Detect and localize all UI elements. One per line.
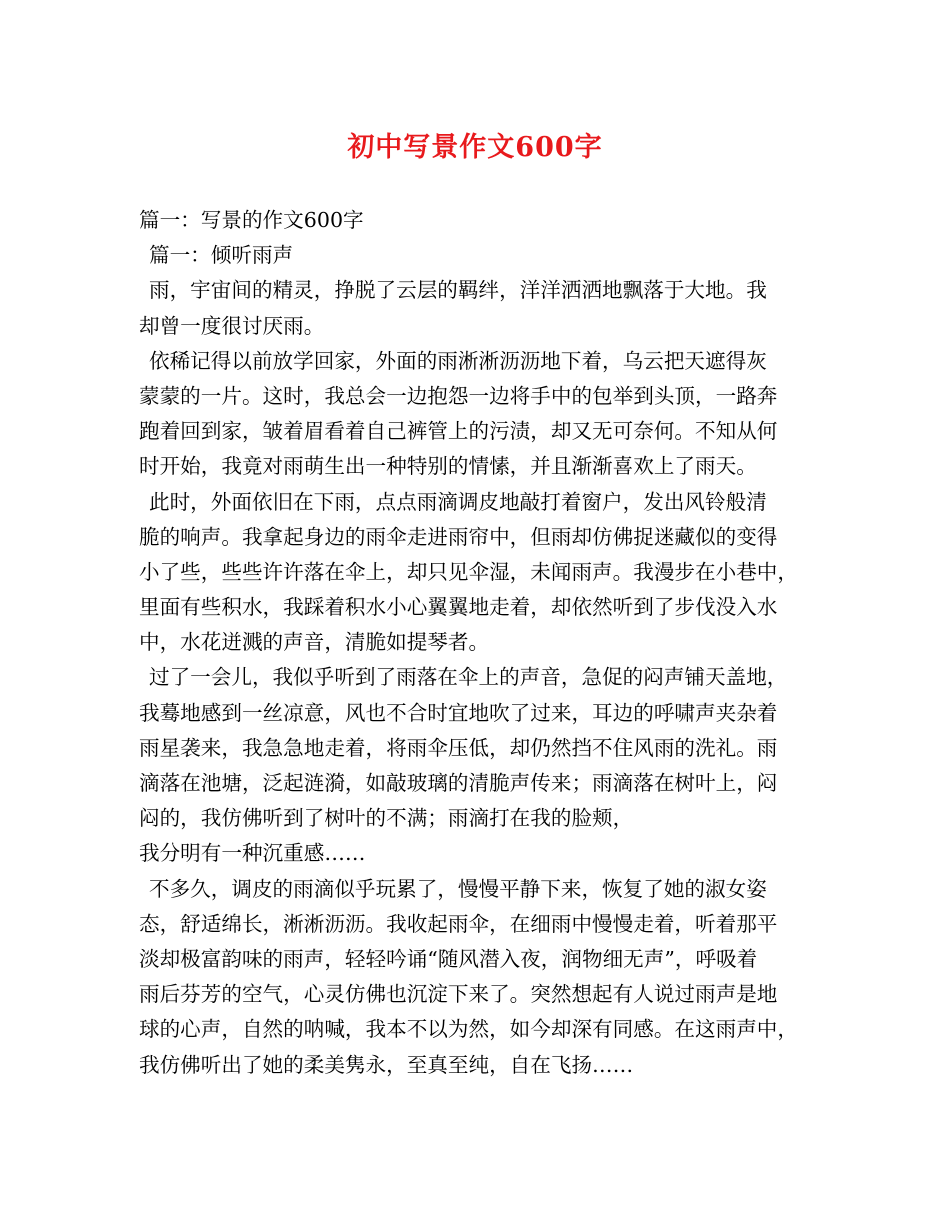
body-line: 闷的，我仿佛听到了树叶的不满；雨滴打在我的脸颊， — [139, 806, 634, 831]
body-line: 小了些，些些许许落在伞上，却只见伞湿，未闻雨声。我漫步在小巷中， — [139, 559, 798, 584]
body-line: 雨后芬芳的空气，心灵仿佛也沉淀下来了。突然想起有人说过雨声是地 — [139, 982, 778, 1007]
body-line: 中，水花迸溅的声音，清脆如提琴者。 — [139, 630, 490, 655]
body-line: 淡却极富韵味的雨声，轻轻吟诵“随风潜入夜，润物细无声”，呼吸着 — [139, 946, 758, 971]
body-line: 时开始，我竟对雨萌生出一种特别的情愫，并且渐渐喜欢上了雨天。 — [139, 454, 757, 479]
section-heading: 篇一：写景的作文600字 — [139, 208, 364, 232]
body-line: 态，舒适绵长，淅淅沥沥。我收起雨伞，在细雨中慢慢走着，听着那平 — [139, 911, 778, 936]
body-line: 不多久，调皮的雨滴似乎玩累了，慢慢平静下来，恢复了她的淑女姿 — [149, 876, 767, 901]
body-line: 雨，宇宙间的精灵，挣脱了云层的羁绊，洋洋洒洒地飘落于大地。我 — [149, 278, 767, 303]
body-line: 依稀记得以前放学回家，外面的雨淅淅沥沥地下着，乌云把天遮得灰 — [149, 348, 767, 373]
body-line: 此时，外面依旧在下雨，点点雨滴调皮地敲打着窗户，发出风铃般清 — [149, 489, 767, 514]
subsection-heading: 篇一：倾听雨声 — [149, 243, 294, 268]
body-line: 跑着回到家，皱着眉看着自己裤管上的污渍，却又无可奈何。不知从何 — [139, 419, 778, 444]
body-line: 过了一会儿，我似乎听到了雨落在伞上的声音，急促的闷声铺天盖地， — [149, 665, 788, 690]
body-line: 我仿佛听出了她的柔美隽永，至真至纯，自在飞扬…… — [139, 1052, 634, 1077]
body-line: 我分明有一种沉重感…… — [139, 841, 366, 866]
body-line: 里面有些积水，我踩着积水小心翼翼地走着，却依然听到了步伐没入水 — [139, 595, 778, 620]
body-line: 球的心声，自然的呐喊，我本不以为然，如今却深有同感。在这雨声中， — [139, 1017, 798, 1042]
body-line: 却曾一度很讨厌雨。 — [139, 313, 325, 338]
document-title: 初中写景作文600字 — [347, 132, 603, 163]
document-body — [139, 203, 819, 1083]
body-line: 蒙蒙的一片。这时，我总会一边抱怨一边将手中的包举到头顶，一路奔 — [139, 383, 778, 408]
body-line: 滴落在池塘，泛起涟漪，如敲玻璃的清脆声传来；雨滴落在树叶上，闷 — [139, 771, 778, 795]
body-line: 雨星袭来，我急急地走着，将雨伞压低，却仍然挡不住风雨的洗礼。雨 — [139, 735, 778, 760]
body-line: 我蓦地感到一丝凉意，风也不合时宜地吹了过来，耳边的呼啸声夹杂着 — [139, 700, 778, 725]
body-line: 脆的响声。我拿起身边的雨伞走进雨帘中，但雨却仿佛捉迷藏似的变得 — [139, 524, 778, 549]
